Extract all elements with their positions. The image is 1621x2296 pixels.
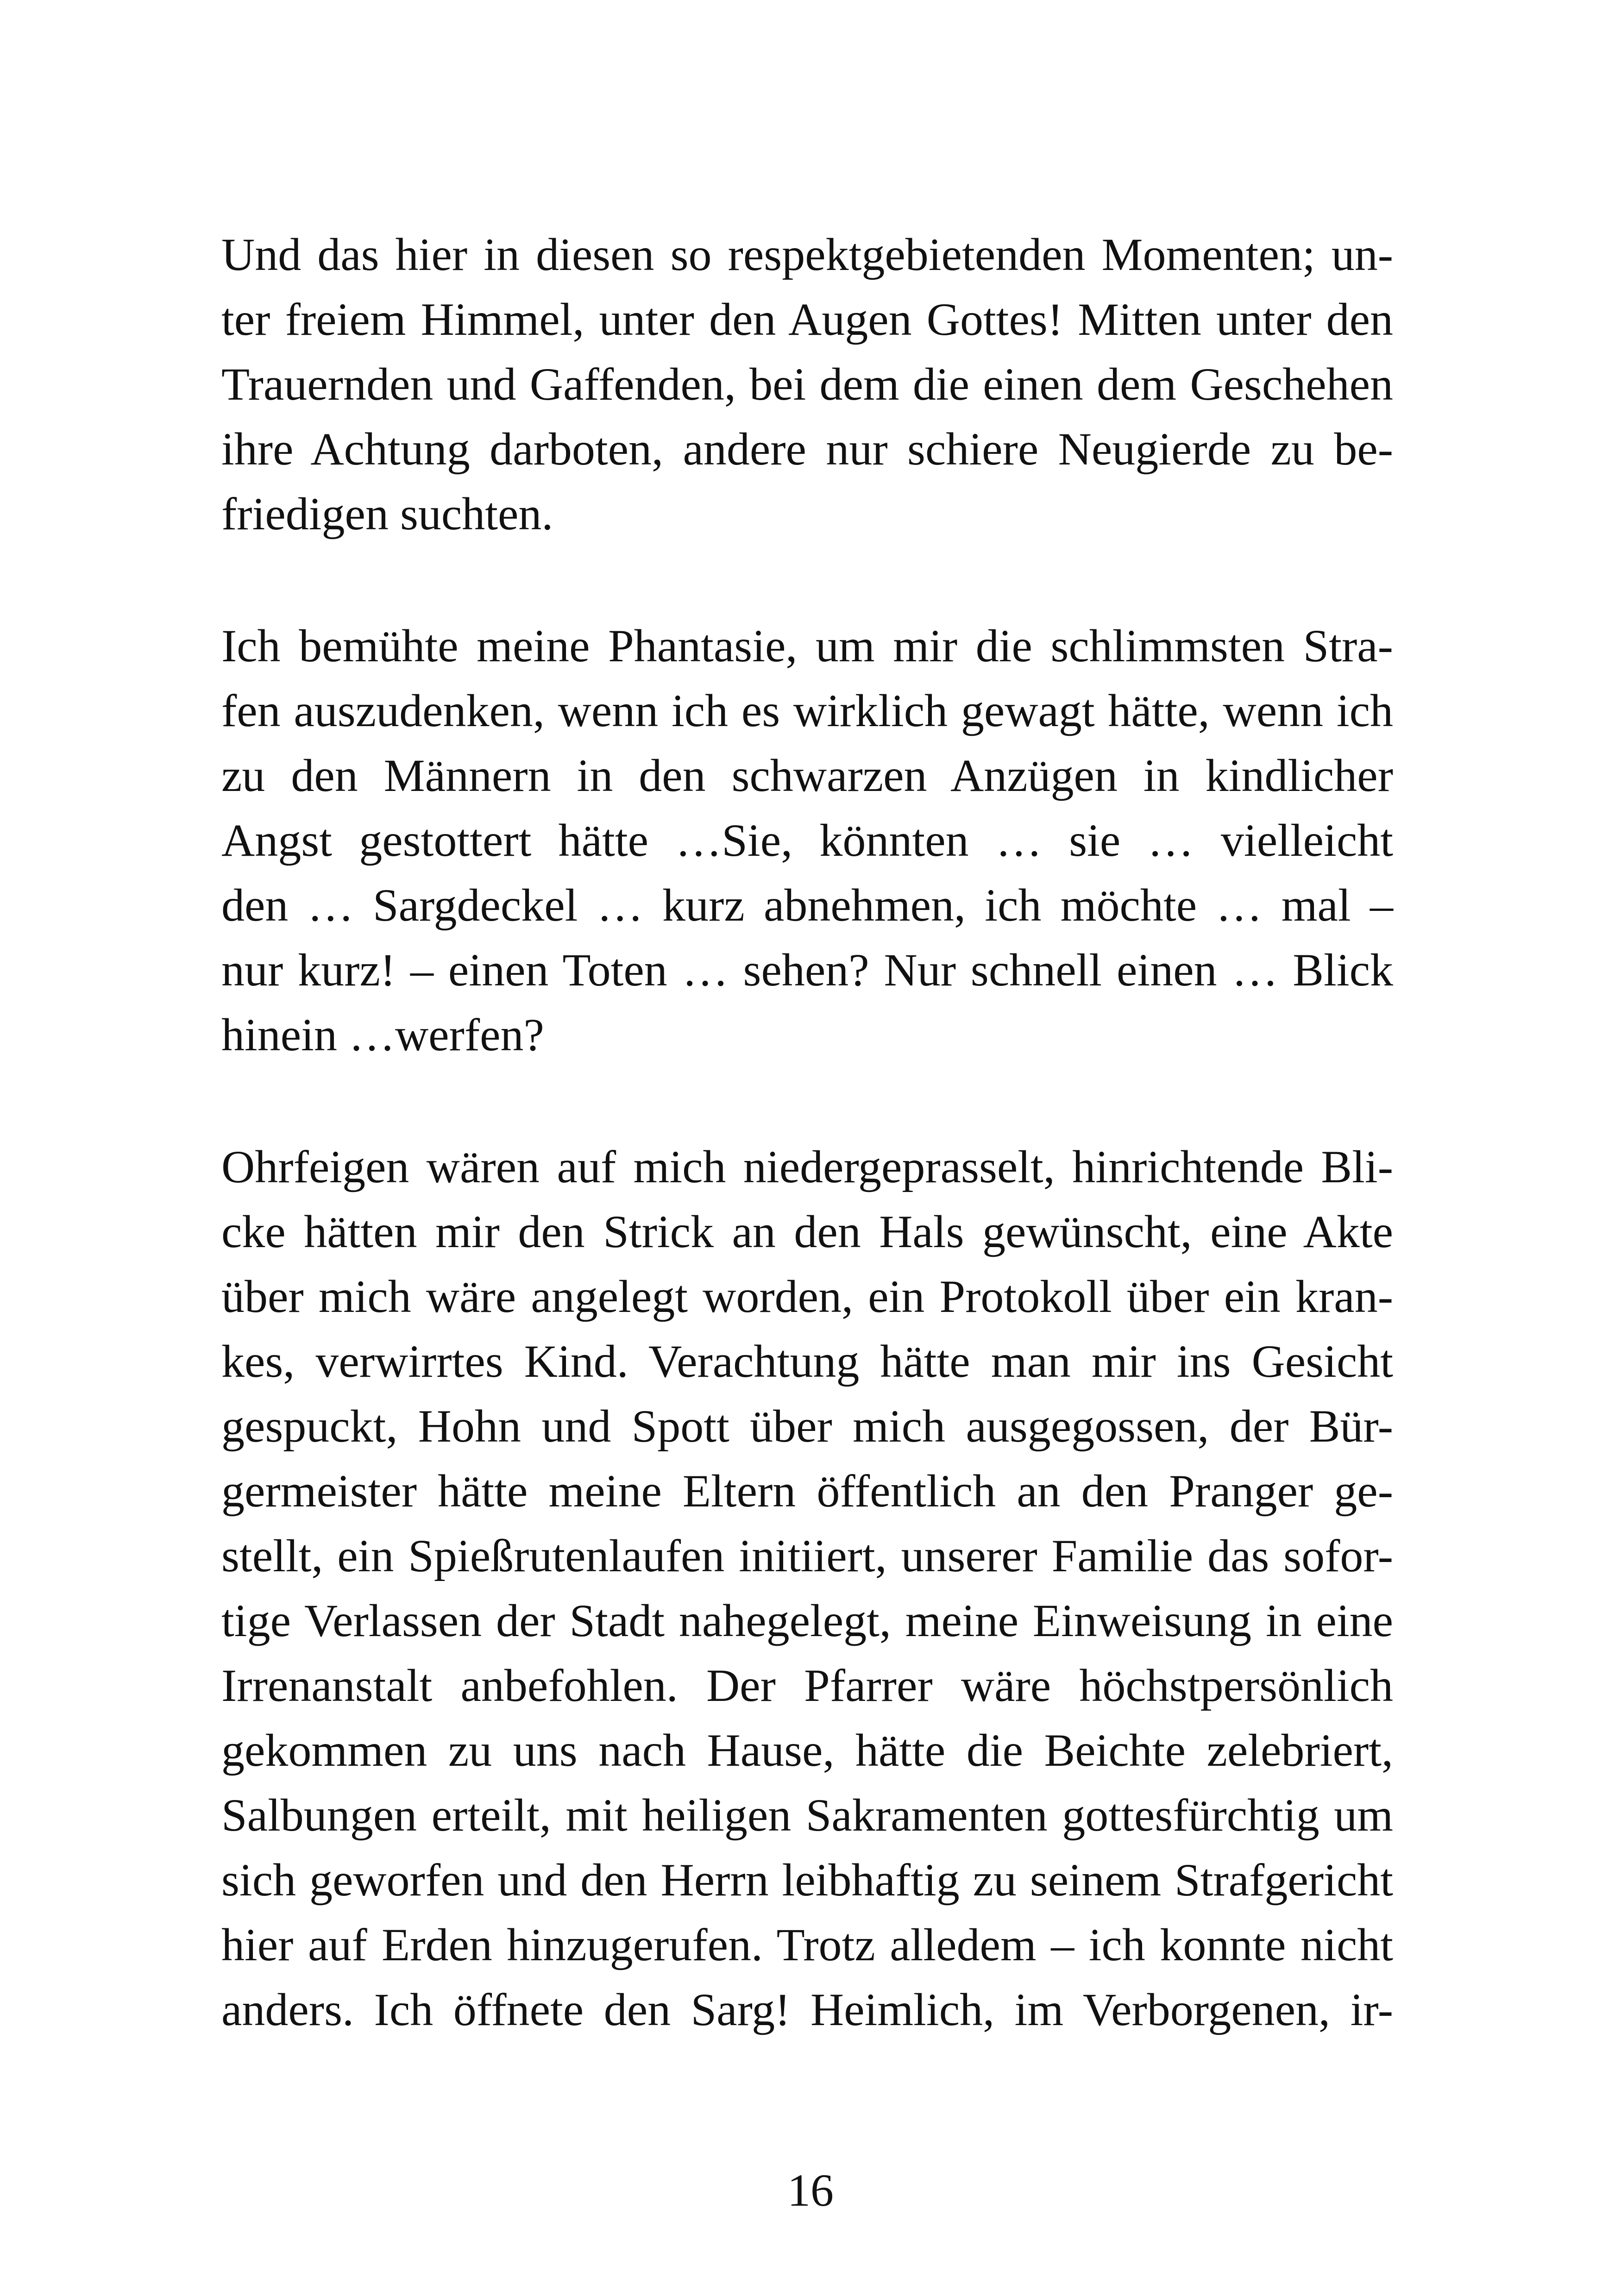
text-line: Ohrfeigen wären auf mich niedergeprasselt, hinrichtende Bli- — [221, 1141, 1393, 1192]
text-line: nur kurz! – einen Toten … sehen? Nur schnell einen … Blick — [221, 944, 1393, 996]
text-line: germeister hätte meine Eltern öffentlich an den Pranger ge- — [221, 1465, 1393, 1517]
text-line: zu den Männern in den schwarzen Anzügen in kindlicher — [221, 750, 1393, 801]
page-number: 16 — [787, 2164, 834, 2216]
text-line: Irrenanstalt anbefohlen. Der Pfarrer wäre höchstpersönlich — [221, 1660, 1393, 1711]
text-line: hier auf Erden hinzugerufen. Trotz alledem – ich konnte nicht — [221, 1919, 1393, 1970]
text-line: Angst gestottert hätte …Sie, könnten … sie … vielleicht — [221, 815, 1393, 866]
text-line: tige Verlassen der Stadt nahegelegt, meine Einweisung in eine — [221, 1595, 1393, 1646]
text-line: hinein …werfen? — [221, 1009, 544, 1060]
text-line: Und das hier in diesen so respektgebietenden Momenten; un- — [221, 229, 1393, 280]
text-line: sich geworfen und den Herrn leibhaftig zu seinem Strafgericht — [221, 1854, 1393, 1906]
text-line: den … Sargdeckel … kurz abnehmen, ich möchte … mal – — [221, 879, 1393, 931]
text-line: über mich wäre angelegt worden, ein Protokoll über ein kran- — [221, 1271, 1393, 1322]
text-line: stellt, ein Spießrutenlaufen initiiert, unserer Familie das sofor- — [221, 1530, 1393, 1581]
text-line: cke hätten mir den Strick an den Hals gewünscht, eine Akte — [221, 1206, 1393, 1257]
text-line: Trauernden und Gaffenden, bei dem die einen dem Geschehen — [221, 358, 1393, 410]
text-line: friedigen suchten. — [221, 488, 553, 539]
text-line: fen auszudenken, wenn ich es wirklich gewagt hätte, wenn ich — [221, 685, 1393, 736]
text-line: gekommen zu uns nach Hause, hätte die Beichte zelebriert, — [221, 1725, 1393, 1776]
text-line: gespuckt, Hohn und Spott über mich ausgegossen, der Bür- — [221, 1400, 1393, 1452]
text-line: anders. Ich öffnete den Sarg! Heimlich, im Verborgenen, ir- — [221, 1984, 1393, 2035]
text-line: kes, verwirrtes Kind. Verachtung hätte man mir ins Gesicht — [221, 1336, 1393, 1387]
text-line: Ich bemühte meine Phantasie, um mir die schlimmsten Stra- — [221, 620, 1393, 671]
text-line: ter freiem Himmel, unter den Augen Gottes! Mitten unter den — [221, 294, 1393, 345]
text-line: ihre Achtung darboten, andere nur schiere Neugierde zu be- — [221, 423, 1393, 475]
text-line: Salbungen erteilt, mit heiligen Sakramenten gottesfürchtig um — [221, 1789, 1393, 1841]
